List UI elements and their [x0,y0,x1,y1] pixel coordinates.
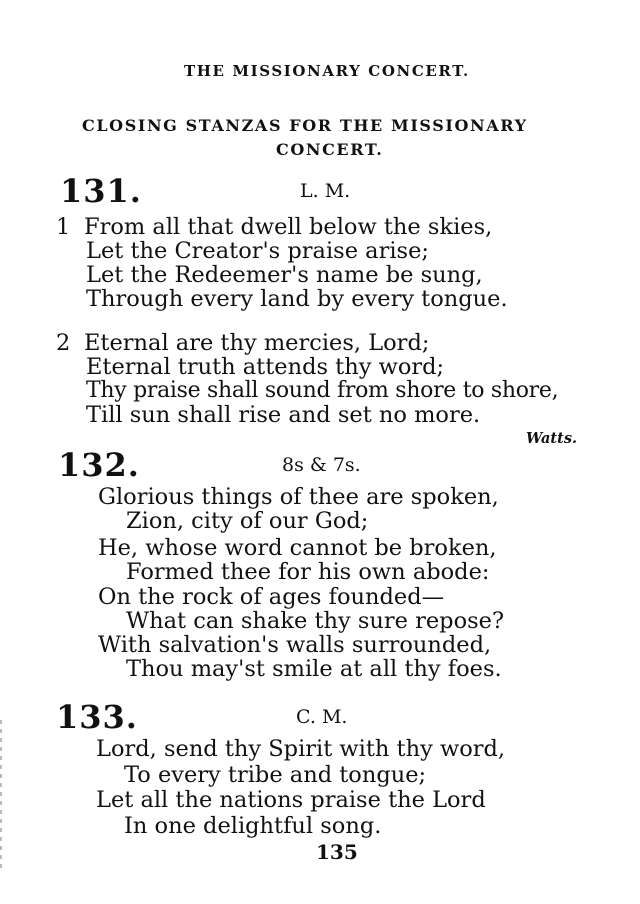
hymn-line: Thou may'st smile at all thy foes. [126,656,502,682]
hymn-line: Lord, send thy Spirit with thy word, [96,736,506,762]
hymn-line: Zion, city of our God; [126,508,369,534]
hymn-line: Till sun shall rise and set no more. [86,402,481,428]
hymn-line: Glorious things of thee are spoken, [98,484,499,510]
hymn-line: On the rock of ages founded— [98,584,445,610]
hymn-meter: 8s & 7s. [282,454,361,476]
hymn-line: Through every land by every tongue. [86,286,508,312]
hymn-line: To every tribe and tongue; [124,762,427,788]
section-title-line-2: CONCERT. [276,140,384,159]
hymn-line: In one delightful song. [124,813,382,839]
page-edge-shadow [0,720,2,870]
hymn-line: Eternal are thy mercies, Lord; [84,330,430,356]
hymn-number: 133. [56,698,138,736]
hymn-line: Eternal truth attends thy word; [86,354,445,380]
hymn-line: Let the Creator's praise arise; [86,238,429,264]
running-head: THE MISSIONARY CONCERT. [184,62,470,80]
hymn-number: 132. [58,446,140,484]
hymn-line: With salvation's walls surrounded, [98,632,492,658]
hymn-line: Let all the nations praise the Lord [96,787,486,813]
hymn-meter: C. M. [296,706,348,728]
hymn-line: Formed thee for his own abode: [126,559,490,585]
page-number: 135 [316,840,358,864]
section-title-line-1: CLOSING STANZAS FOR THE MISSIONARY [82,116,528,135]
hymn-line: Thy praise shall sound from shore to shore, [86,378,559,403]
hymn-line: From all that dwell below the skies, [84,214,493,240]
hymn-number: 131. [60,172,142,210]
hymn-meter: L. M. [300,180,351,202]
stanza-number: 1 [56,214,71,240]
hymn-line: Let the Redeemer's name be sung, [86,262,483,288]
hymn-attribution: Watts. [526,430,578,447]
hymn-line: He, whose word cannot be broken, [98,535,497,561]
stanza-number: 2 [56,330,71,356]
hymn-line: What can shake thy sure repose? [126,608,505,634]
